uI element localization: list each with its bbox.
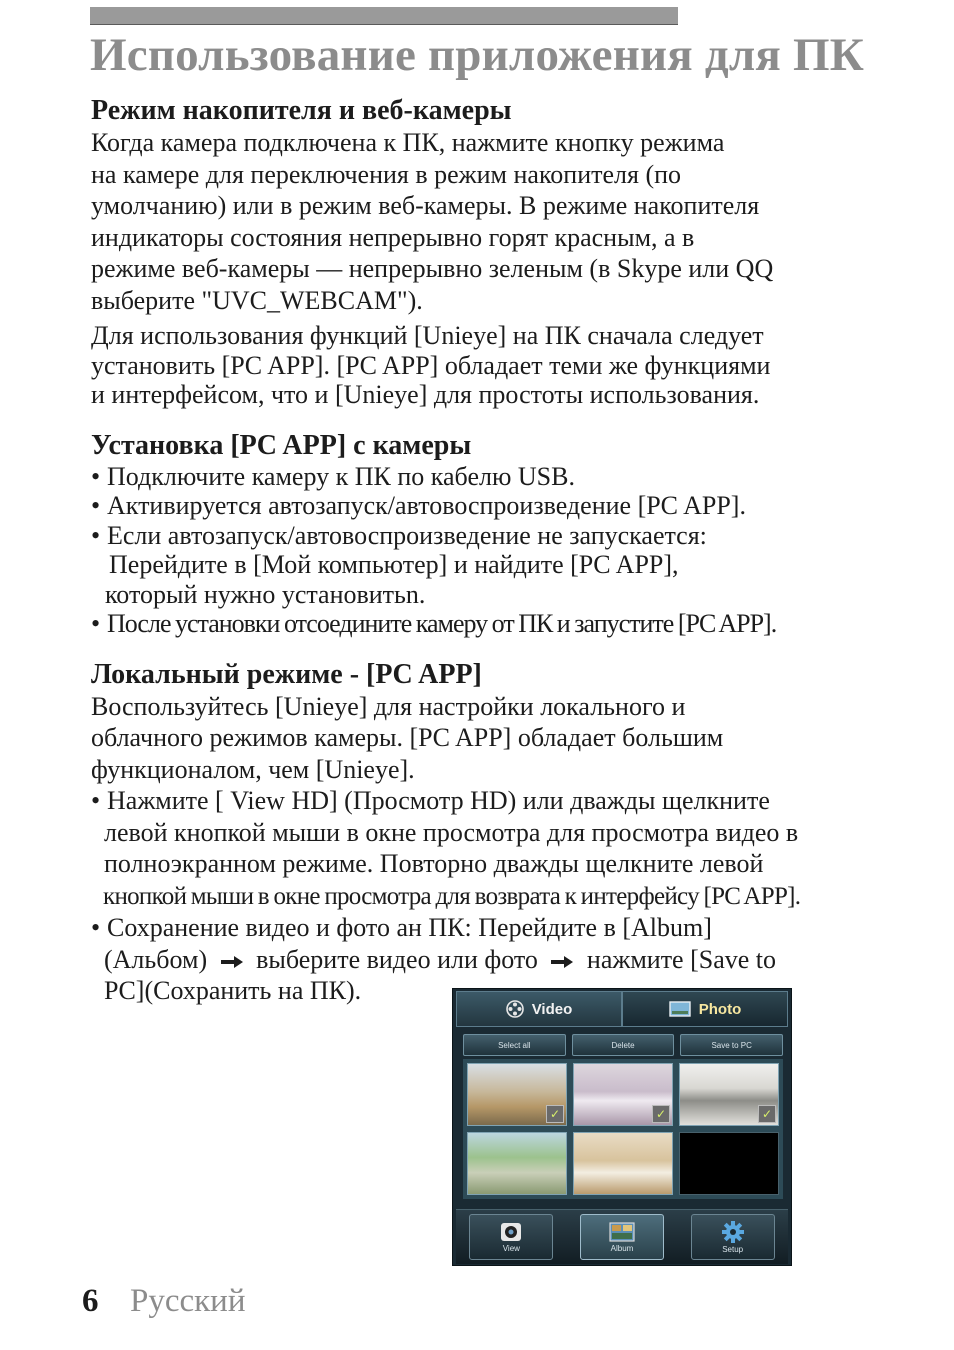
paragraph-local-mode: [91, 691, 881, 786]
bullet: •: [91, 491, 101, 520]
text-line: левой кнопкой мыши в окне просмотра для просмотра видео в: [104, 817, 799, 847]
photo-thumbnail[interactable]: [573, 1063, 673, 1126]
save-to-pc-button[interactable]: Save to PC: [680, 1034, 783, 1056]
photo-thumbnail[interactable]: [679, 1063, 779, 1126]
text-line: режиме веб-камеры — непрерывно зеленым (в Skype или QQ: [91, 254, 774, 283]
text-line: Активируется автозапуск/автовоспроизведение [PC APP].: [107, 491, 746, 520]
section-heading-install: Установка [PC APP] с камеры: [91, 429, 472, 461]
list-item: [91, 609, 881, 639]
album-toolbar: [463, 1034, 783, 1056]
bullet: •: [91, 609, 100, 638]
page-content: [91, 95, 881, 1007]
text-line: Воспользуйтесь [Unieye] для настройки локального и: [91, 691, 686, 721]
arrow-right-icon: [550, 955, 574, 969]
text-line: Если автозапуск/автовоспроизведение не запускается:: [107, 520, 707, 550]
install-list: [91, 462, 881, 639]
album-bottom-bar: [456, 1209, 788, 1264]
bullet: •: [91, 786, 101, 815]
text-line: Подключите камеру к ПК по кабелю USB.: [107, 461, 575, 491]
paragraph-storage-webcam: [91, 127, 881, 316]
bullet: •: [91, 461, 101, 491]
list-item: [91, 521, 881, 610]
select-all-button[interactable]: Select all: [463, 1034, 566, 1056]
camera-icon: [500, 1222, 522, 1242]
view-button[interactable]: [469, 1214, 553, 1260]
photo-thumbnail[interactable]: [467, 1132, 567, 1195]
album-tabs: [456, 991, 788, 1027]
photo-thumbnail[interactable]: [573, 1132, 673, 1195]
photo-thumbnail[interactable]: [467, 1063, 567, 1126]
photo-icon: [669, 1001, 691, 1017]
tab-video[interactable]: [456, 991, 622, 1027]
text-line: индикаторы состояния непрерывно горят красным, а в: [91, 222, 695, 252]
page-number: 6: [82, 1283, 99, 1319]
text-line: и интерфейсом, что и [Unieye] для простоты использования.: [91, 380, 760, 409]
list-item: [91, 462, 881, 492]
pc-app-album-screenshot: [452, 988, 792, 1266]
page-title: Использование приложения для ПК: [90, 29, 865, 81]
paragraph-pc-app-intro: [91, 321, 881, 410]
text-line: Сохранение видео и фото ан ПК: Перейдите в [Album]: [107, 913, 712, 942]
film-reel-icon: [506, 1000, 524, 1018]
footer-language: Русский: [130, 1283, 246, 1319]
list-item: [91, 785, 881, 912]
text-line: кнопкой мыши в окне просмотра для возврата к интерфейсу [PC APP].: [103, 882, 801, 910]
photo-grid: [463, 1059, 783, 1199]
checkmark-icon: ✓: [758, 1105, 776, 1123]
list-item: [91, 491, 881, 521]
local-mode-list: [91, 785, 881, 1007]
section-heading-local-mode: Локальный режиме - [PC APP]: [91, 658, 482, 690]
text-line: Перейдите в [Мой компьютер] и найдите [PC APP],: [109, 550, 679, 579]
text-line: выберите "UVC_WEBCAM").: [91, 285, 423, 315]
text-line: облачного режимов камеры. [PC APP] обладает большим: [91, 723, 724, 752]
checkmark-icon: ✓: [652, 1105, 670, 1123]
gear-icon: [722, 1221, 744, 1243]
text-line: (Альбом): [104, 944, 208, 974]
text-line: полноэкранном режиме. Повторно дважды щелкните левой: [104, 849, 764, 878]
text-line: PC](Сохранить на ПК).: [104, 976, 362, 1005]
empty-thumbnail: [679, 1132, 779, 1195]
text-line: Для использования функций [Unieye] на ПК сначала следует: [91, 321, 764, 350]
tab-video-label: Video: [531, 1000, 573, 1018]
setup-button-label: Setup: [722, 1244, 744, 1254]
text-line: который нужно установитьn.: [105, 579, 426, 609]
tab-photo[interactable]: [622, 991, 788, 1027]
album-button[interactable]: [580, 1214, 664, 1260]
album-button-label: Album: [610, 1243, 634, 1253]
checkmark-icon: ✓: [546, 1105, 564, 1123]
tab-photo-label: Photo: [698, 1000, 742, 1018]
text-line: на камере для переключения в режим накопителя (по: [91, 159, 682, 189]
section-heading-storage-webcam: Режим накопителя и веб-камеры: [91, 95, 512, 126]
arrow-right-icon: [220, 955, 244, 969]
text-line: Нажмите [ View HD] (Просмотр HD) или дважды щелкните: [107, 786, 770, 815]
text-line: функционалом, чем [Unieye].: [91, 754, 415, 784]
text-line: Когда камера подключена к ПК, нажмите кнопку режима: [91, 128, 725, 157]
text-line: умолчанию) или в режим веб-камеры. В режиме накопителя: [91, 191, 760, 220]
text-line: выберите видео или фото: [256, 944, 538, 974]
delete-button[interactable]: Delete: [572, 1034, 675, 1056]
text-line: После установки отсоедините камеру от ПК и запустите [PC APP].: [107, 609, 777, 638]
text-line: нажмите [Save to: [586, 944, 777, 974]
view-button-label: View: [502, 1243, 520, 1253]
text-line: установить [PC APP]. [PC APP] обладает теми же функциями: [91, 350, 771, 380]
album-icon: [609, 1222, 635, 1242]
header-bar: [90, 7, 678, 25]
bullet: •: [91, 913, 101, 942]
setup-button[interactable]: [691, 1214, 775, 1260]
bullet: •: [91, 520, 101, 550]
